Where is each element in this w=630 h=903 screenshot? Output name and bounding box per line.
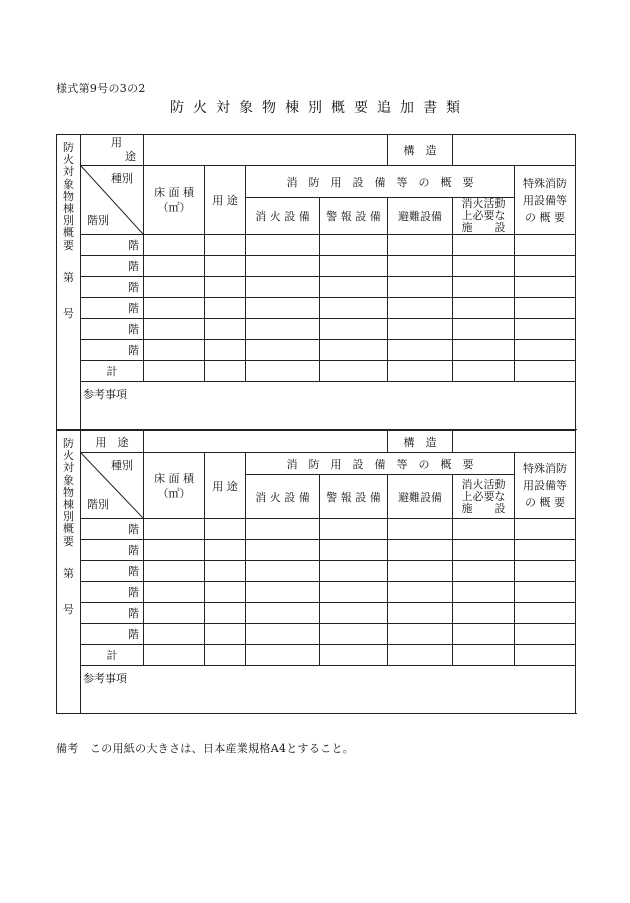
special-equipment-field[interactable]	[515, 624, 576, 645]
firefighting-facility-field[interactable]	[453, 624, 515, 645]
extinguishing-field[interactable]	[246, 319, 320, 340]
floor-area-field[interactable]	[144, 519, 205, 540]
use-field[interactable]	[205, 624, 246, 645]
special-equipment-field[interactable]	[515, 340, 576, 361]
evacuation-field[interactable]	[388, 624, 453, 645]
special-equipment-header: 特殊消防 用設備等 の 概 要	[515, 453, 576, 519]
floor-area-field[interactable]	[144, 256, 205, 277]
building-overview-side-label: 防 火 対 象 物 棟 別 概 要 第 号	[57, 135, 81, 430]
evacuation-equipment-header: 避難設備	[388, 198, 453, 235]
fire-equipment-overview-header: 消 防 用 設 備 等 の 概 要	[246, 453, 515, 475]
evacuation-field[interactable]	[388, 603, 453, 624]
alarm-field[interactable]	[320, 561, 388, 582]
building-overview-side-label: 防 火 対 象 物 棟 別 概 要 第 号	[57, 431, 81, 714]
firefighting-facility-header: 消火活動 上必要な 施 設	[453, 198, 515, 235]
extinguishing-equipment-header: 消 火 設 備	[246, 198, 320, 235]
total-label: 計	[81, 361, 144, 382]
extinguishing-field[interactable]	[246, 561, 320, 582]
evacuation-field[interactable]	[388, 277, 453, 298]
extinguishing-field[interactable]	[246, 256, 320, 277]
use-field[interactable]	[205, 298, 246, 319]
total-extinguishing-field[interactable]	[246, 645, 320, 666]
use-field[interactable]	[205, 540, 246, 561]
floor-area-field[interactable]	[144, 540, 205, 561]
evacuation-equipment-header: 避難設備	[388, 475, 453, 519]
floor-class-label: 階別	[87, 214, 109, 227]
total-use-field[interactable]	[205, 645, 246, 666]
structure-label: 構 造	[388, 135, 453, 166]
total-floor-area-field[interactable]	[144, 645, 205, 666]
special-equipment-field[interactable]	[515, 277, 576, 298]
floor-row	[57, 561, 576, 582]
evacuation-field[interactable]	[388, 561, 453, 582]
floor-label: 階	[81, 540, 144, 561]
alarm-field[interactable]	[320, 277, 388, 298]
special-equipment-field[interactable]	[515, 540, 576, 561]
alarm-equipment-header: 警 報 設 備	[320, 475, 388, 519]
kind-label: 種別	[111, 172, 133, 185]
floor-row	[57, 540, 576, 561]
remarks-label: 参考事項	[83, 672, 127, 685]
special-equipment-field[interactable]	[515, 319, 576, 340]
floor-area-header: 床 面 積 （㎡）	[144, 166, 205, 235]
floor-row	[57, 319, 576, 340]
alarm-field[interactable]	[320, 582, 388, 603]
floor-area-field[interactable]	[144, 277, 205, 298]
firefighting-facility-field[interactable]	[453, 256, 515, 277]
total-firefighting-facility-field[interactable]	[453, 361, 515, 382]
alarm-field[interactable]	[320, 256, 388, 277]
evacuation-field[interactable]	[388, 519, 453, 540]
alarm-field[interactable]	[320, 624, 388, 645]
special-equipment-field[interactable]	[515, 561, 576, 582]
total-extinguishing-field[interactable]	[246, 361, 320, 382]
floor-row	[57, 582, 576, 603]
floor-label: 階	[81, 298, 144, 319]
total-alarm-field[interactable]	[320, 361, 388, 382]
special-equipment-header: 特殊消防 用設備等 の 概 要	[515, 166, 576, 235]
floor-row	[57, 603, 576, 624]
firefighting-facility-field[interactable]	[453, 519, 515, 540]
alarm-field[interactable]	[320, 319, 388, 340]
alarm-field[interactable]	[320, 298, 388, 319]
firefighting-facility-field[interactable]	[453, 540, 515, 561]
usage-value-field[interactable]	[144, 135, 388, 166]
extinguishing-field[interactable]	[246, 582, 320, 603]
extinguishing-field[interactable]	[246, 340, 320, 361]
floor-label: 階	[81, 256, 144, 277]
remarks-field[interactable]	[81, 666, 576, 714]
total-use-field[interactable]	[205, 361, 246, 382]
use-field[interactable]	[205, 519, 246, 540]
floor-label: 階	[81, 519, 144, 540]
floor-row	[57, 519, 576, 540]
evacuation-field[interactable]	[388, 540, 453, 561]
firefighting-facility-field[interactable]	[453, 298, 515, 319]
evacuation-field[interactable]	[388, 256, 453, 277]
extinguishing-field[interactable]	[246, 277, 320, 298]
floor-area-field[interactable]	[144, 624, 205, 645]
evacuation-field[interactable]	[388, 582, 453, 603]
extinguishing-equipment-header: 消 火 設 備	[246, 475, 320, 519]
firefighting-facility-field[interactable]	[453, 603, 515, 624]
special-equipment-field[interactable]	[515, 256, 576, 277]
firefighting-facility-field[interactable]	[453, 582, 515, 603]
alarm-field[interactable]	[320, 540, 388, 561]
floor-area-header: 床 面 積 （㎡）	[144, 453, 205, 519]
extinguishing-field[interactable]	[246, 603, 320, 624]
use-field[interactable]	[205, 319, 246, 340]
alarm-field[interactable]	[320, 603, 388, 624]
kind-label: 種別	[111, 459, 133, 472]
alarm-field[interactable]	[320, 235, 388, 256]
evacuation-field[interactable]	[388, 235, 453, 256]
use-field[interactable]	[205, 340, 246, 361]
special-equipment-field[interactable]	[515, 235, 576, 256]
use-header: 用 途	[205, 166, 246, 235]
floor-label: 階	[81, 235, 144, 256]
firefighting-facility-field[interactable]	[453, 235, 515, 256]
alarm-equipment-header: 警 報 設 備	[320, 198, 388, 235]
usage-label: 用 途	[81, 431, 144, 453]
firefighting-facility-header: 消火活動 上必要な 施 設	[453, 475, 515, 519]
special-equipment-field[interactable]	[515, 603, 576, 624]
special-equipment-field[interactable]	[515, 298, 576, 319]
special-equipment-field[interactable]	[515, 519, 576, 540]
extinguishing-field[interactable]	[246, 235, 320, 256]
structure-label: 構 造	[388, 431, 453, 453]
floor-area-field[interactable]	[144, 561, 205, 582]
firefighting-facility-field[interactable]	[453, 561, 515, 582]
evacuation-field[interactable]	[388, 298, 453, 319]
evacuation-field[interactable]	[388, 340, 453, 361]
building-overview-table-2	[56, 430, 576, 714]
structure-value-field[interactable]	[453, 431, 576, 453]
floor-label: 階	[81, 319, 144, 340]
use-field[interactable]	[205, 235, 246, 256]
building-overview-table-1	[56, 134, 576, 430]
structure-value-field[interactable]	[453, 135, 576, 166]
floor-area-field[interactable]	[144, 298, 205, 319]
floor-label: 階	[81, 582, 144, 603]
use-field[interactable]	[205, 582, 246, 603]
kind-floor-diagonal-header	[81, 453, 144, 519]
firefighting-facility-field[interactable]	[453, 277, 515, 298]
floor-row	[57, 624, 576, 645]
remarks-field[interactable]	[81, 382, 576, 430]
usage-label: 用 途	[81, 135, 144, 166]
floor-row	[57, 298, 576, 319]
extinguishing-field[interactable]	[246, 519, 320, 540]
floor-label: 階	[81, 340, 144, 361]
extinguishing-field[interactable]	[246, 298, 320, 319]
remarks-label: 参考事項	[83, 388, 127, 401]
total-floor-area-field[interactable]	[144, 361, 205, 382]
floor-label: 階	[81, 603, 144, 624]
total-evacuation-field[interactable]	[388, 645, 453, 666]
usage-value-field[interactable]	[144, 431, 388, 453]
total-special-equipment-field[interactable]	[515, 361, 576, 382]
extinguishing-field[interactable]	[246, 624, 320, 645]
use-field[interactable]	[205, 561, 246, 582]
special-equipment-field[interactable]	[515, 582, 576, 603]
floor-area-field[interactable]	[144, 319, 205, 340]
total-evacuation-field[interactable]	[388, 361, 453, 382]
alarm-field[interactable]	[320, 340, 388, 361]
firefighting-facility-field[interactable]	[453, 319, 515, 340]
total-label: 計	[81, 645, 144, 666]
extinguishing-field[interactable]	[246, 540, 320, 561]
floor-class-label: 階別	[87, 498, 109, 511]
kind-floor-diagonal-header	[81, 166, 144, 235]
paper-size-note: 備考 この用紙の大きさは、日本産業規格A4とすること。	[56, 742, 355, 755]
total-alarm-field[interactable]	[320, 645, 388, 666]
evacuation-field[interactable]	[388, 319, 453, 340]
floor-area-field[interactable]	[144, 603, 205, 624]
floor-label: 階	[81, 624, 144, 645]
total-firefighting-facility-field[interactable]	[453, 645, 515, 666]
floor-row	[57, 277, 576, 298]
total-row	[57, 645, 576, 666]
floor-area-field[interactable]	[144, 340, 205, 361]
alarm-field[interactable]	[320, 519, 388, 540]
form-title: 防火対象物棟別概要追加書類	[170, 100, 469, 116]
use-header: 用 途	[205, 453, 246, 519]
floor-area-field[interactable]	[144, 235, 205, 256]
use-field[interactable]	[205, 603, 246, 624]
total-row	[57, 361, 576, 382]
fire-equipment-overview-header: 消 防 用 設 備 等 の 概 要	[246, 166, 515, 198]
floor-row	[57, 256, 576, 277]
use-field[interactable]	[205, 256, 246, 277]
firefighting-facility-field[interactable]	[453, 340, 515, 361]
floor-label: 階	[81, 277, 144, 298]
floor-area-field[interactable]	[144, 582, 205, 603]
total-special-equipment-field[interactable]	[515, 645, 576, 666]
form-number: 様式第9号の3の2	[56, 82, 146, 95]
floor-row	[57, 340, 576, 361]
floor-row	[57, 235, 576, 256]
floor-label: 階	[81, 561, 144, 582]
use-field[interactable]	[205, 277, 246, 298]
